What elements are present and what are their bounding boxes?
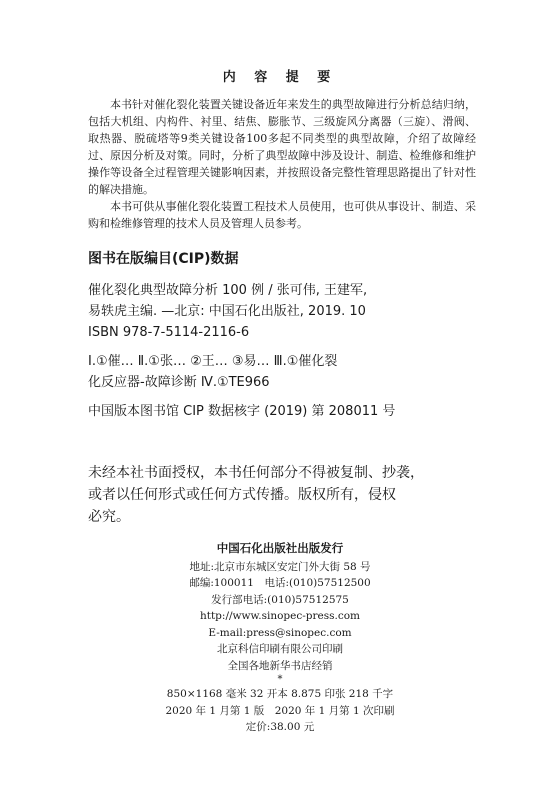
postcode-phone: 邮编:100011 电话:(010)57512500 [189,577,371,589]
cip-classification-line: Ⅰ.①催… Ⅱ.①张… ②王… ③易… Ⅲ.①催化裂 [88,354,338,369]
summary-text [88,96,476,232]
publisher-address: 地址:北京市东城区安定门外大街 58 号 [189,560,371,573]
copyright-line: 或者以任何形式或任何方式传播。版权所有，侵权 [88,487,396,503]
cip-record-number: 中国版本图书馆 CIP 数据核字 (2019) 第 208011 号 [88,404,396,419]
cip-spacer [88,393,488,401]
summary-title: 内 容 提 要 [222,70,338,85]
cip-entry-line: 催化裂化典型故障分析 100 例 / 张可伟, 王建军, [88,283,368,298]
summary-paragraph: 本书可供从事催化裂化装置工程技术人员使用，也可供从事设计、制造、采购和检维修管理的技术人员及管理人员参考。 [88,200,476,230]
copyright-line: 必究。 [88,509,130,525]
copyright-notice [88,462,488,528]
publisher-name: 中国石化出版社出版发行 [216,541,344,555]
distributor: 全国各地新华书店经销 [227,659,333,672]
publisher-email: E-mail:press@sinopec.com [208,626,352,639]
separator-star: * [277,674,283,685]
book-format: 850×1168 毫米 32 开本 8.875 印张 218 千字 [166,688,394,700]
sales-phone: 发行部电话:(010)57512575 [211,593,349,606]
cip-isbn: ISBN 978-7-5114-2116-6 [88,325,250,340]
copyright-line: 未经本社书面授权，本书任何部分不得被复制、抄袭， [88,465,424,481]
price: 定价:38.00 元 [245,721,315,733]
colophon [0,540,560,736]
cip-entry-line: 易轶虎主编. —北京: 中国石化出版社, 2019. 10 [88,304,366,319]
printer: 北京科信印刷有限公司印刷 [217,643,343,655]
cip-data-block [88,248,488,422]
cip-heading: 图书在版编目(CIP)数据 [88,251,239,267]
publisher-website: http://www.sinopec-press.com [199,610,360,622]
cip-spacer [88,343,488,351]
cip-classification-line: 化反应器-故障诊断 Ⅳ.①TE966 [88,375,270,390]
edition-info: 2020 年 1 月第 1 版 2020 年 1 月第 1 次印刷 [165,704,395,717]
summary-paragraph: 本书针对催化裂化装置关键设备近年来发生的典型故障进行分析总结归纳，包括大机组、内构件、衬里、结焦、膨胀节、三级旋风分离器（三旋）、滑阀、取热器、脱硫塔等9类关键设备100多起不同类型的典型故障，介绍了故障经过、原因分析及对策。同时，分析了典型故障中涉及设计、制造、检维修和维护操作等设备全过程管理关键影响因素，并按照设备完整性管理思路提出了针对性的解决措施。 [88,98,476,196]
